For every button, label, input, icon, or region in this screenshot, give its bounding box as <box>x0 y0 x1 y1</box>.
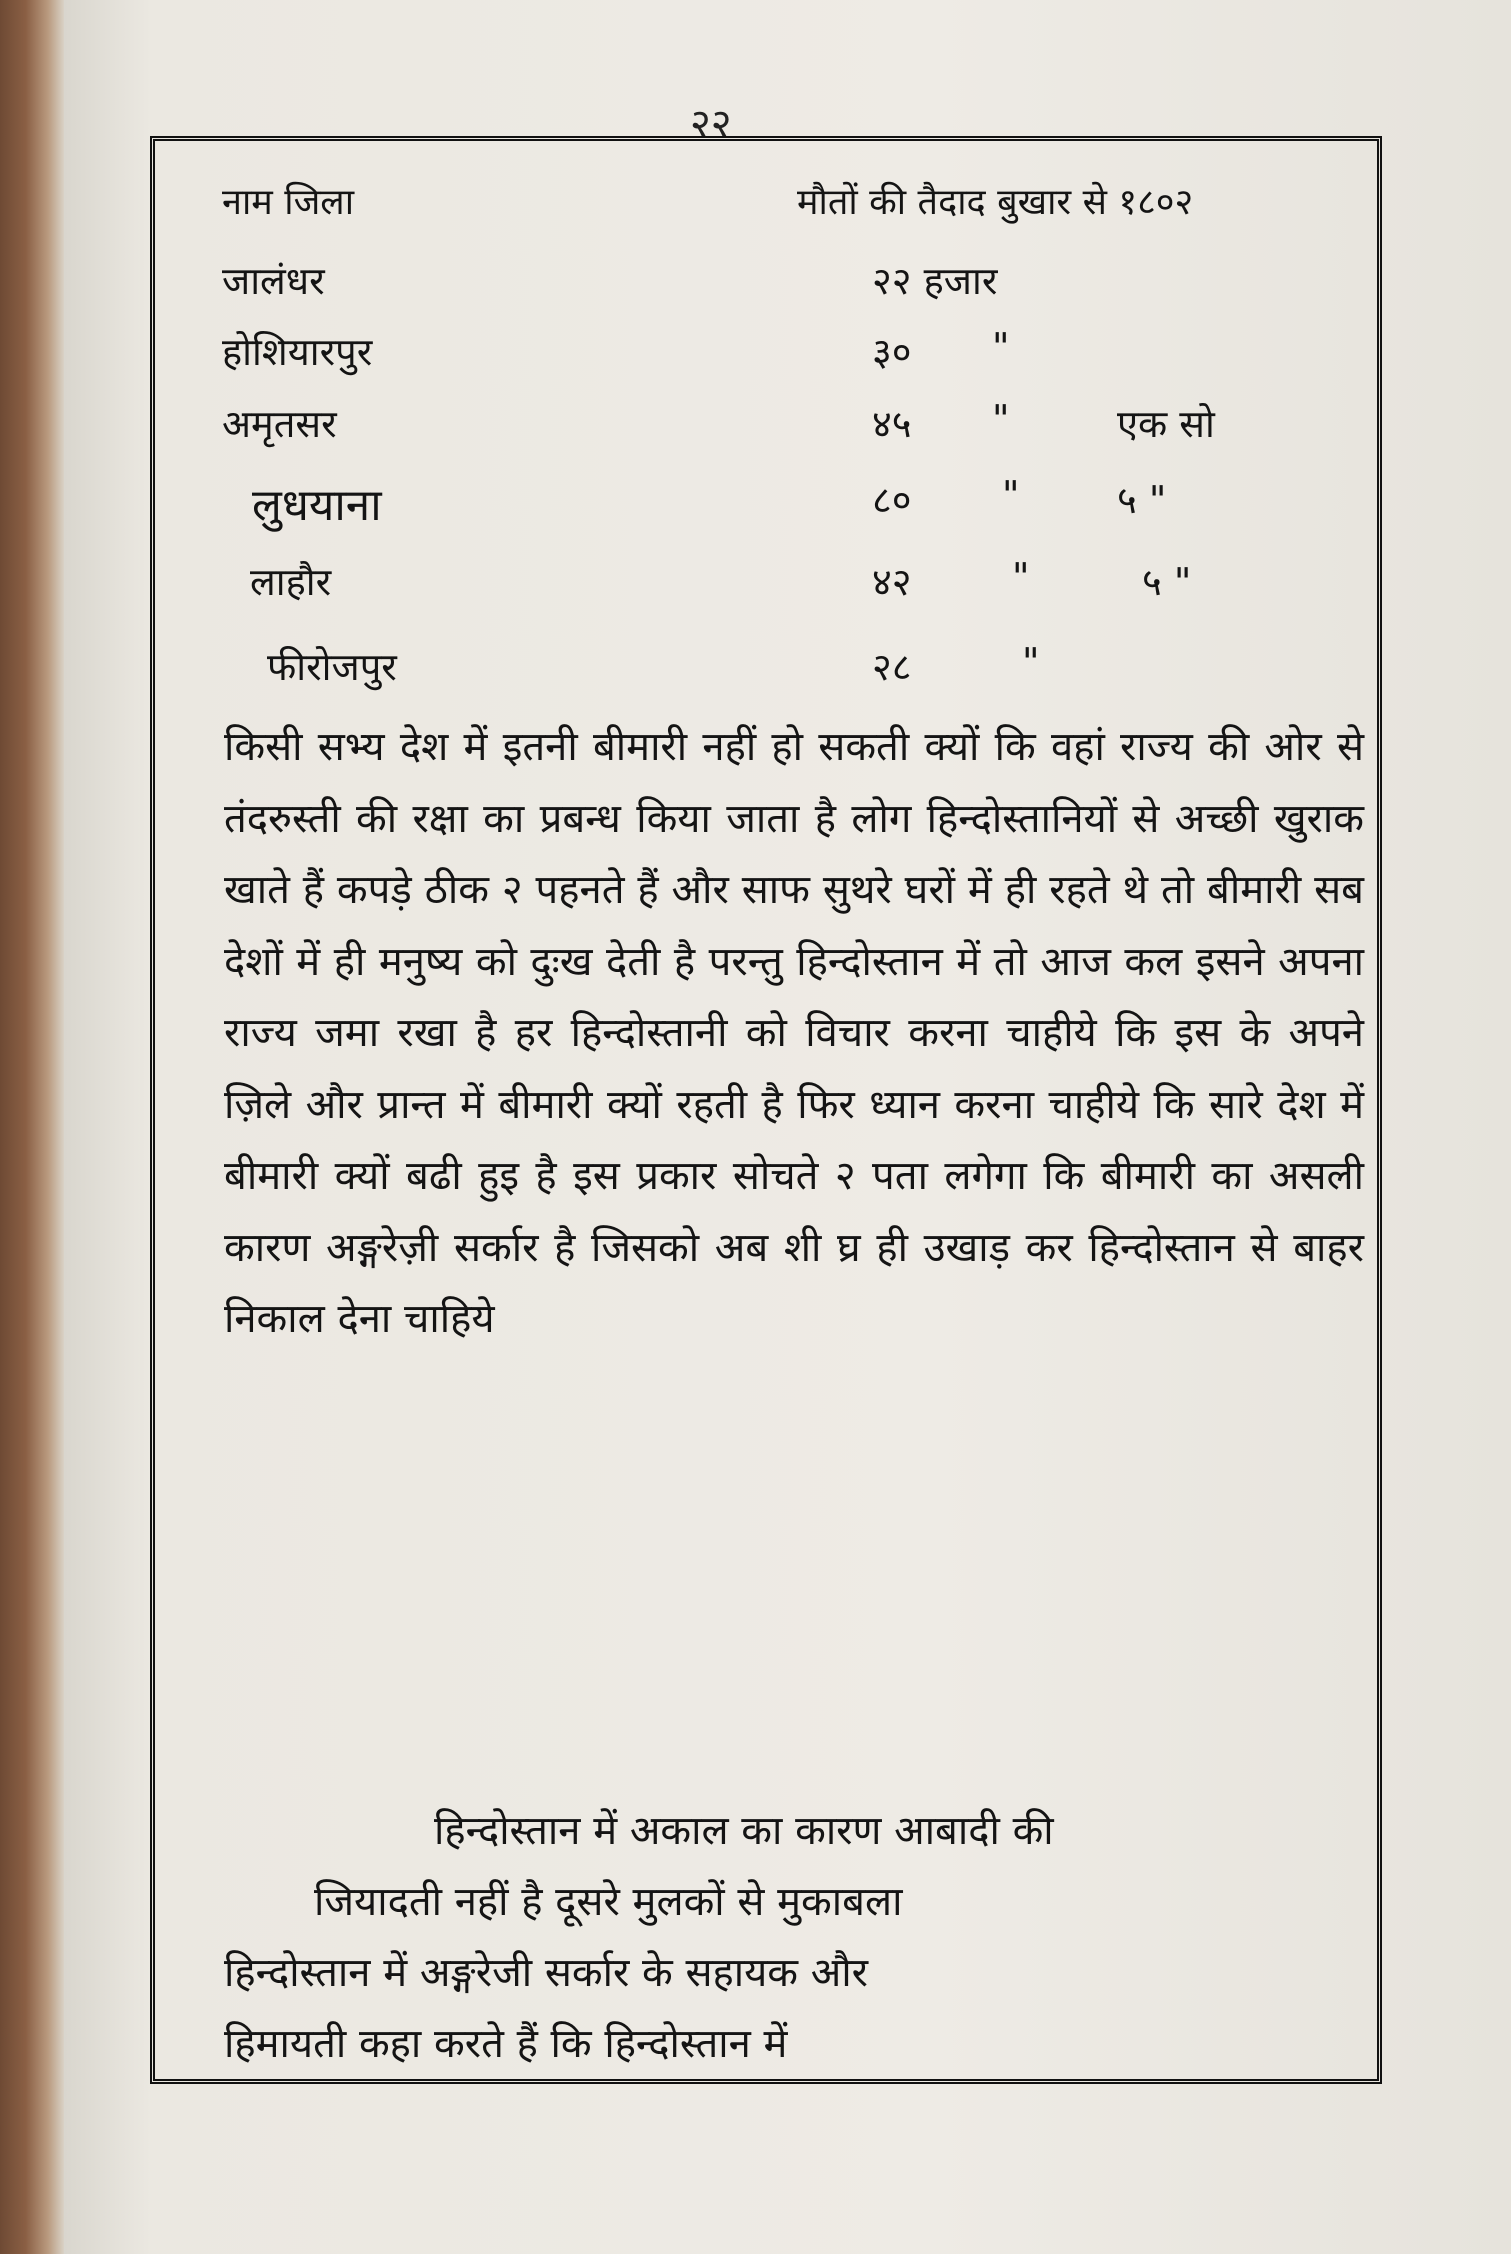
table-row <box>222 640 1382 710</box>
district-name: लाहौर <box>250 560 332 604</box>
table-header <box>222 176 1382 246</box>
death-count: २८ <box>872 645 912 689</box>
table-row <box>222 473 1382 543</box>
death-count: ३० <box>872 330 912 374</box>
row-note: ५ " <box>1117 478 1167 522</box>
district-name: जालंधर <box>222 259 325 303</box>
table-row <box>222 254 1382 324</box>
district-name: लुधयाना <box>252 480 382 531</box>
header-deaths: मौतों की तैदाद बुखार से १८०२ <box>797 182 1194 223</box>
row-note: ५ " <box>1142 560 1192 604</box>
district-name: फीरोजपुर <box>267 645 397 689</box>
book-binding-edge <box>0 0 64 2254</box>
header-district: नाम जिला <box>222 182 355 223</box>
paragraph-famine <box>224 1796 1364 2080</box>
ditto-mark: " <box>992 397 1010 441</box>
table-row <box>222 555 1382 625</box>
page-number: २२ <box>690 101 732 147</box>
district-name: होशियारपुर <box>222 330 373 374</box>
paragraph-disease: किसी सभ्य देश में इतनी बीमारी नहीं हो सकती क्यों कि वहां राज्य की ओर से तंदरुस्ती की रक्षा का प्रबन्ध किया जाता है लोग हिन्दोस्तानियों से अच्छी खुराक खाते हैं कपड़े ठीक २ पहनते हैं और साफ सुथरे घरों में ही रहते थे तो बीमारी सब देशों में ही मनुष्य को दुःख देती है परन्तु हिन्दोस्तान में तो आज कल इसने अपना राज्य जमा रखा है हर हिन्दोस्तानी को विचार करना चाहीये कि इस के अपने ज़िले और प्रान्त में बीमारी क्यों रहती है फिर ध्यान करना चाहीये कि सारे देश में बीमारी क्यों बढी हुइ है इस प्रकार सोचते २ पता लगेगा कि बीमारी का असली कारण अङ्गरेज़ी सर्कार है जिसको अब शी घ्र ही उखाड़ कर हिन्दोस्तान से बाहर निकाल देना चाहिये <box>224 724 1364 1342</box>
death-count: २२ हजार <box>872 259 998 303</box>
ditto-mark: " <box>1022 640 1040 684</box>
death-count: ४५ <box>872 402 912 446</box>
table-row <box>222 397 1382 467</box>
district-name: अमृतसर <box>222 402 337 446</box>
ditto-mark: " <box>1012 555 1030 599</box>
row-note: एक सो <box>1117 402 1215 446</box>
death-count: ४२ <box>872 560 912 604</box>
ditto-mark: " <box>992 325 1010 369</box>
table-row <box>222 325 1382 395</box>
famine-line: हिन्दोस्तान में अकाल का कारण आबादी की <box>434 1808 1054 1854</box>
famine-line: जियादती नहीं है दूसरे मुलकों से मुकाबला <box>314 1879 903 1925</box>
famine-line: हिमायती कहा करते हैं कि हिन्दोस्तान में <box>224 2021 788 2067</box>
famine-line: हिन्दोस्तान में अङ्गरेजी सर्कार के सहायक और <box>224 1950 869 1996</box>
death-count: ८० <box>872 478 912 522</box>
ditto-mark: " <box>1002 473 1020 517</box>
